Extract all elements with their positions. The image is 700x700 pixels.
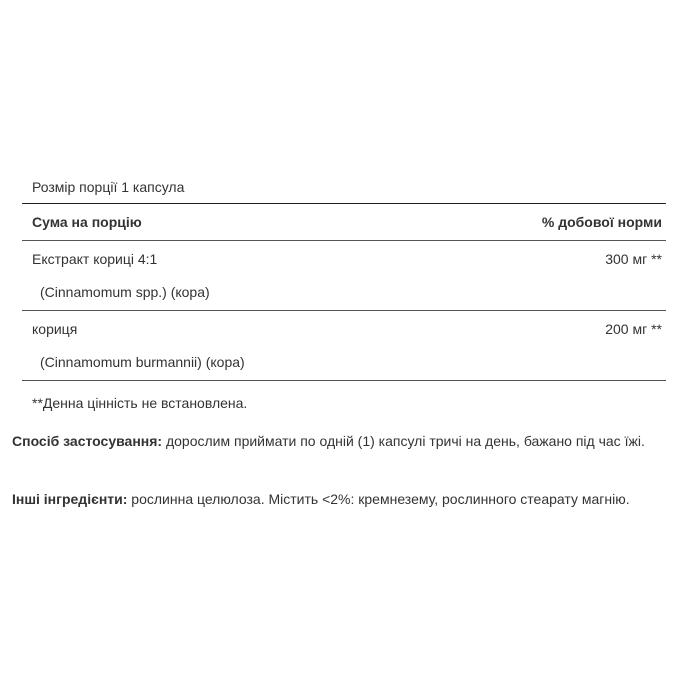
ingredient-name: кориця [32, 321, 78, 337]
usage-text: дорослим приймати по одній (1) капсулі тричі на день, бажано під час їжі. [162, 433, 645, 449]
ingredient-source: (Cinnamomum spp.) (кора) [40, 284, 210, 300]
ingredient-row [22, 241, 666, 311]
ingredient-source: (Cinnamomum burmannii) (кора) [40, 354, 245, 370]
serving-size: Розмір порції 1 капсула [22, 172, 666, 204]
daily-value-footnote: **Денна цінність не встановлена. [32, 395, 248, 411]
supplement-facts-table [22, 172, 666, 425]
ingredient-row [22, 311, 666, 381]
ingredient-name: Екстракт кориці 4:1 [32, 251, 158, 267]
other-ingredients-text: рослинна целюлоза. Містить <2%: кремнезему, рослинного стеарату магнію. [127, 491, 630, 507]
usage-directions [12, 431, 682, 451]
ingredient-amount: 300 мг ** [605, 251, 662, 267]
ingredient-amount: 200 мг ** [605, 321, 662, 337]
usage-label: Спосіб застосування: [12, 433, 163, 449]
table-header-row [22, 204, 666, 241]
other-ingredients [12, 489, 682, 509]
amount-per-serving-header: Сума на порцію [32, 214, 142, 230]
other-ingredients-label: Інші інгредієнти: [12, 491, 128, 507]
daily-value-header: % добової норми [541, 214, 662, 230]
